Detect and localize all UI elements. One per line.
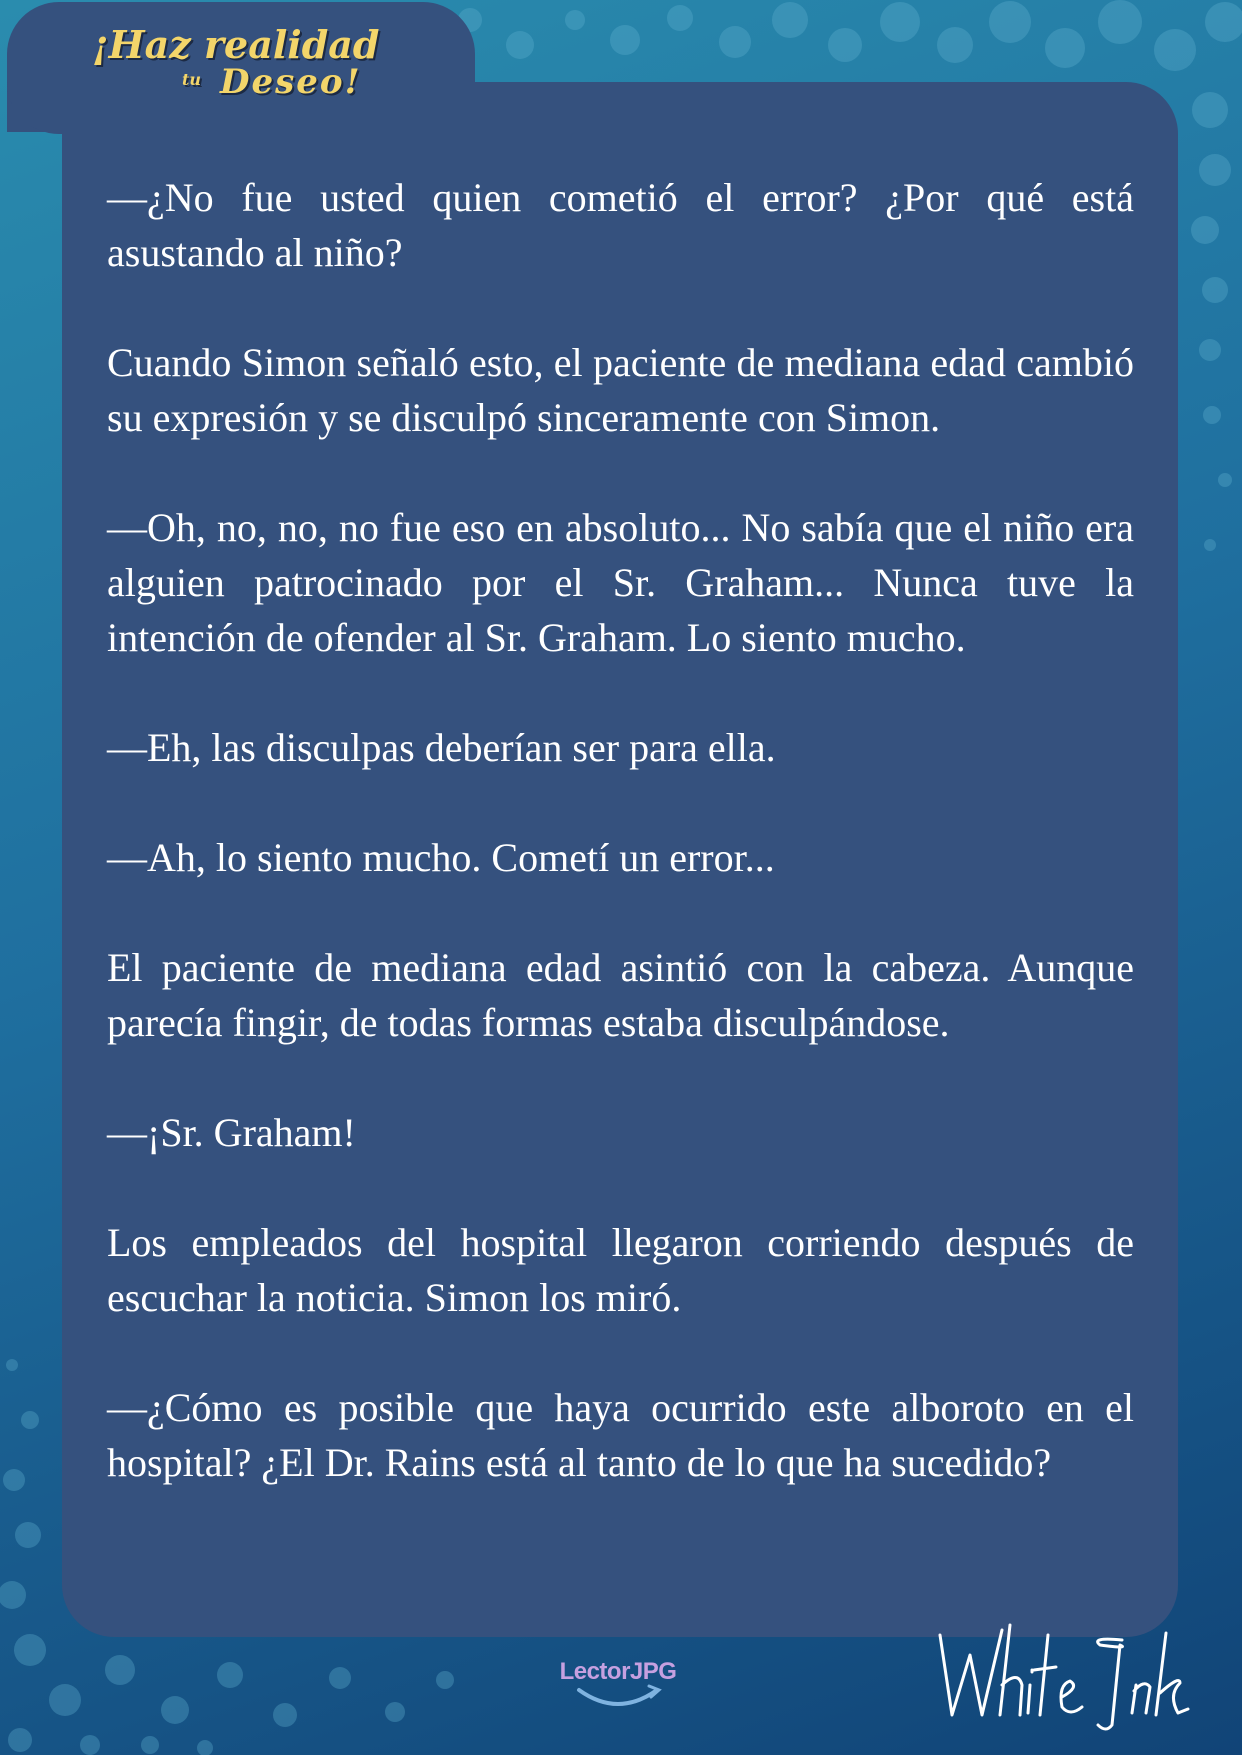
paragraph: —¿Cómo es posible que haya ocurrido este alboroto en el hospital? ¿El Dr. Rains está al tanto de lo que ha sucedido? [107,1385,1134,1485]
signature-icon [930,1615,1200,1735]
logo-line-2: tu [182,70,202,89]
paragraph: —¡Sr. Graham! [107,1110,356,1155]
paragraph: —Ah, lo siento mucho. Cometí un error... [107,835,775,880]
chapter-text [107,170,1134,1490]
watermark-logo [548,1658,688,1718]
logo [92,18,382,118]
watermark-text: LectorJPG [559,1658,677,1685]
smile-icon [573,1684,663,1710]
signature [930,1615,1200,1735]
logo-line-1: ¡Haz realidad [92,22,380,67]
logo-line-3: Deseo! [220,62,362,102]
paragraph: —Eh, las disculpas deberían ser para ella. [107,725,776,770]
paragraph: Cuando Simon señaló esto, el paciente de mediana edad cambió su expresión y se disculpó sinceramente con Simon. [107,340,1134,440]
paragraph: —¿No fue usted quien cometió el error? ¿Por qué está asustando al niño? [107,175,1134,275]
paragraph: —Oh, no, no, no fue eso en absoluto... No sabía que el niño era alguien patrocinado por el Sr. Graham... Nunca tuve la intención de ofender al Sr. Graham. Lo siento mucho. [107,505,1134,660]
paragraph: El paciente de mediana edad asintió con la cabeza. Aunque parecía fingir, de todas formas estaba disculpándose. [107,945,1134,1045]
paragraph: Los empleados del hospital llegaron corriendo después de escuchar la noticia. Simon los miró. [107,1220,1134,1320]
